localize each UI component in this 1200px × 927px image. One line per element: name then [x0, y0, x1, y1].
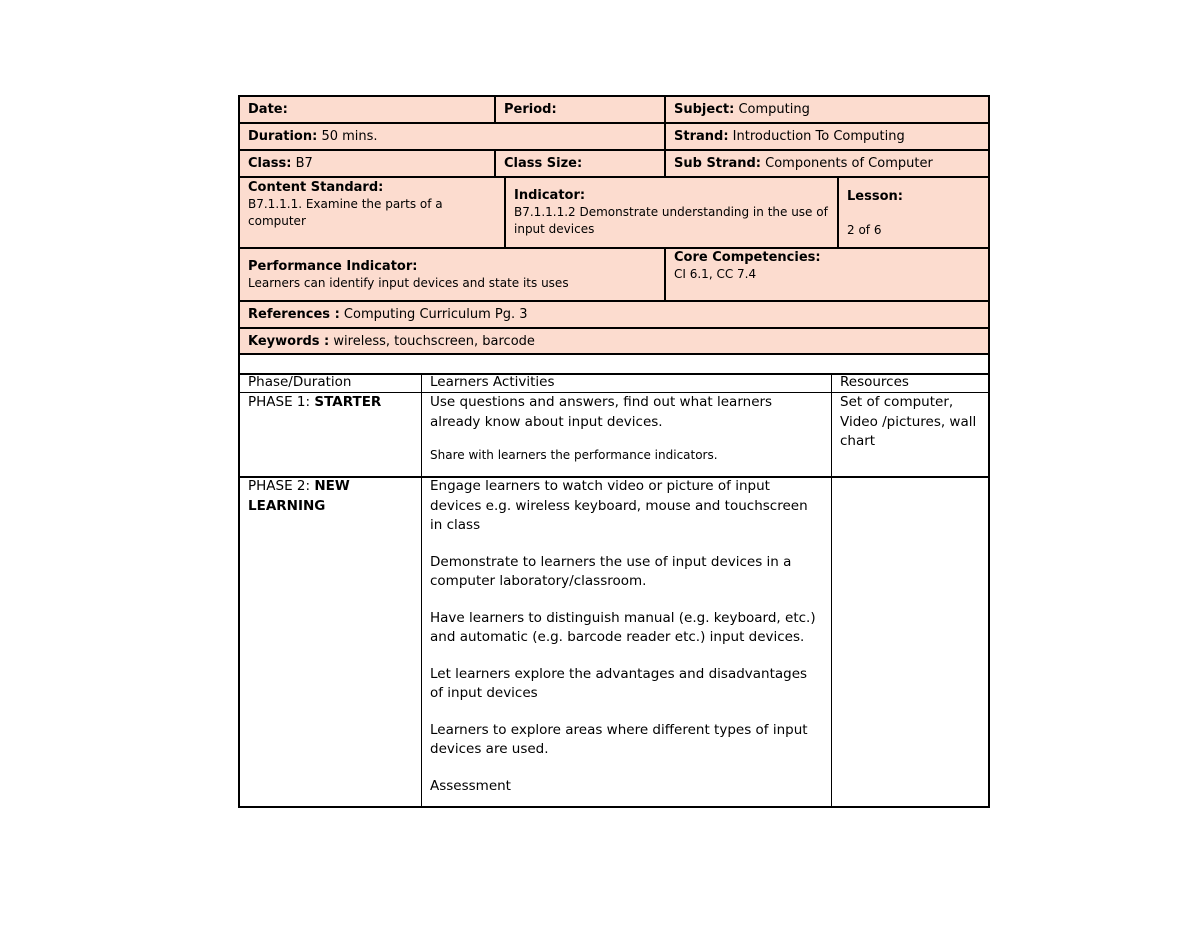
column-header-activities-label: Learners Activities — [430, 374, 555, 390]
phase-1-name: STARTER — [314, 394, 382, 410]
period-cell — [496, 97, 664, 122]
activity-paragraph: Learners to explore areas where different types of input devices are used. — [430, 721, 808, 757]
activity-paragraph: Assessment — [430, 777, 511, 794]
indicator-label: Indicator: — [514, 188, 586, 203]
phase-1-activities — [422, 393, 831, 485]
phase-1-cell — [240, 393, 421, 417]
performance-indicator-cell — [240, 254, 664, 296]
activity-paragraph: Let learners explore the advantages and disadvantages of input devices — [430, 665, 808, 701]
subject-cell — [666, 97, 988, 122]
table-border-bottom — [238, 806, 990, 808]
sub-strand-cell — [666, 151, 988, 176]
sub-strand-value: Components of Computer — [765, 156, 933, 171]
strand-cell — [666, 124, 988, 149]
subject-value: Computing — [738, 102, 810, 117]
duration-cell — [240, 124, 664, 149]
content-standard-cell — [240, 177, 504, 234]
phase-1-prefix: PHASE 1: — [248, 394, 315, 410]
content-standard-value: B7.1.1.1. Examine the parts of a computer — [248, 197, 443, 228]
lesson-value: 2 of 6 — [847, 223, 882, 237]
column-header-phase-label: Phase/Duration — [248, 374, 352, 390]
class-cell — [240, 151, 494, 176]
phase-2-cell — [240, 477, 421, 520]
phase-2-name: NEW LEARNING — [248, 478, 350, 514]
core-competencies-value: CI 6.1, CC 7.4 — [674, 267, 757, 281]
references-label: References : — [248, 307, 340, 322]
strand-label: Strand: — [674, 129, 729, 144]
class-size-cell — [496, 151, 664, 176]
references-value: Computing Curriculum Pg. 3 — [343, 307, 528, 322]
strand-value: Introduction To Computing — [732, 129, 905, 144]
keywords-value: wireless, touchscreen, barcode — [333, 334, 535, 349]
lesson-label: Lesson: — [847, 189, 903, 204]
date-cell — [240, 97, 494, 122]
performance-indicator-value: Learners can identify input devices and state its uses — [248, 276, 569, 290]
phase-1-resources-text: Set of computer, Video /pictures, wall chart — [840, 394, 977, 449]
core-competencies-cell — [666, 245, 988, 287]
core-competencies-label: Core Competencies: — [674, 250, 821, 265]
keywords-label: Keywords : — [248, 334, 330, 349]
class-value: B7 — [295, 156, 313, 171]
performance-indicator-label: Performance Indicator: — [248, 259, 418, 274]
activity-paragraph: Demonstrate to learners the use of input devices in a computer laboratory/classroom. — [430, 553, 792, 589]
activity-paragraph: Have learners to distinguish manual (e.g. keyboard, etc.) and automatic (e.g. barcode reader etc.) input devices. — [430, 609, 816, 645]
duration-value: 50 mins. — [321, 129, 378, 144]
class-size-label: Class Size: — [504, 156, 583, 171]
activity-paragraph: Share with learners the performance indicators. — [430, 448, 718, 462]
keywords-cell — [240, 329, 988, 354]
activity-paragraph: Use questions and answers, find out what learners already know about input devices. — [430, 394, 773, 430]
column-header-resources-label: Resources — [840, 374, 909, 390]
duration-label: Duration: — [248, 129, 318, 144]
table-border-right — [988, 95, 990, 808]
period-label: Period: — [504, 102, 557, 117]
phase-1-resources — [832, 393, 988, 456]
phase-2-resources — [832, 477, 988, 481]
date-label: Date: — [248, 102, 288, 117]
subject-label: Subject: — [674, 102, 735, 117]
activity-paragraph: Engage learners to watch video or picture of input devices e.g. wireless keyboard, mouse and touchscreen in class — [430, 478, 808, 533]
phase-2-prefix: PHASE 2: — [248, 478, 315, 494]
indicator-value: B7.1.1.1.2 Demonstrate understanding in the use of input devices — [514, 205, 828, 236]
content-standard-label: Content Standard: — [248, 180, 384, 195]
lesson-cell — [839, 184, 988, 243]
sub-strand-label: Sub Strand: — [674, 156, 761, 171]
indicator-cell — [506, 183, 837, 242]
references-cell — [240, 302, 988, 327]
class-label: Class: — [248, 156, 292, 171]
phase-2-activities — [422, 477, 831, 800]
